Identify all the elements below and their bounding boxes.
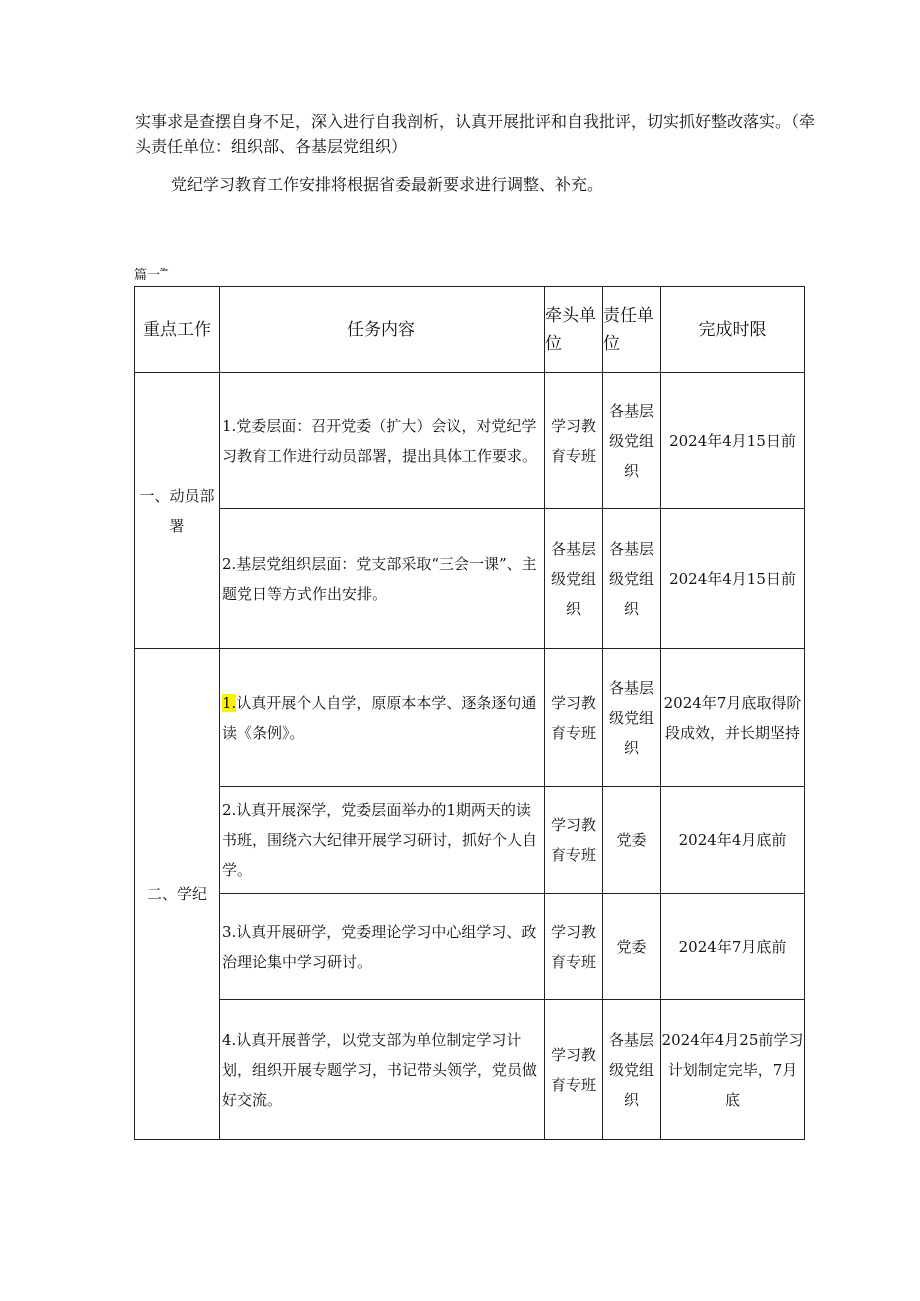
key-work-cell: 一、动员部署 bbox=[135, 373, 220, 649]
task-cell bbox=[220, 649, 545, 787]
table-header-row bbox=[135, 287, 805, 373]
work-schedule-table bbox=[134, 286, 805, 1140]
note-paragraph: 党纪学习教育工作安排将根据省委最新要求进行调整、补充。 bbox=[171, 175, 604, 194]
deadline-cell: 2024年4月25前学习计划制定完毕，7月底 bbox=[661, 1000, 805, 1140]
lead-unit-cell: 学习教育专班 bbox=[545, 1000, 603, 1140]
task-cell: 2.认真开展深学，党委层面举办的1期两天的读书班，围绕六大纪律开展学习研讨，抓好个人自学。 bbox=[220, 787, 545, 894]
header-resp-unit: 责任单位 bbox=[603, 287, 661, 373]
table-row bbox=[135, 373, 805, 509]
header-lead-unit: 牵头单位 bbox=[545, 287, 603, 373]
resp-unit-cell: 党委 bbox=[603, 894, 661, 1000]
lead-unit-cell: 学习教育专班 bbox=[545, 649, 603, 787]
table-row bbox=[135, 787, 805, 894]
lead-unit-cell: 学习教育专班 bbox=[545, 373, 603, 509]
intro-paragraph: 实事求是查摆自身不足，深入进行自我剖析，认真开展批评和自我批评，切实抓好整改落实。（牵头责任单位：组织部、各基层党组织） bbox=[135, 112, 816, 156]
task-cell: 1.党委层面：召开党委（扩大）会议，对党纪学习教育工作进行动员部署，提出具体工作要求。 bbox=[220, 373, 545, 509]
header-task: 任务内容 bbox=[220, 287, 545, 373]
resp-unit-cell: 各基层级党组织 bbox=[603, 1000, 661, 1140]
task-text: 认真开展个人自学，原原本本学、逐条逐句通读《条例》。 bbox=[222, 693, 537, 742]
task-cell: 4.认真开展普学，以党支部为单位制定学习计划，组织开展专题学习，书记带头领学，党员做好交流。 bbox=[220, 1000, 545, 1140]
deadline-cell: 2024年4月底前 bbox=[661, 787, 805, 894]
lead-unit-cell: 学习教育专班 bbox=[545, 894, 603, 1000]
table-row bbox=[135, 509, 805, 649]
header-deadline: 完成时限 bbox=[661, 287, 805, 373]
heading-mark: ᴬᴮᶜᶜ bbox=[160, 267, 168, 276]
heading-text: 篇一 bbox=[134, 268, 161, 283]
lead-unit-cell: 各基层级党组织 bbox=[545, 509, 603, 649]
table-row bbox=[135, 649, 805, 787]
key-work-cell: 二、学纪 bbox=[135, 649, 220, 1140]
task-cell: 2.基层党组织层面：党支部采取“三会一课”、主题党日等方式作出安排。 bbox=[220, 509, 545, 649]
resp-unit-cell: 各基层级党组织 bbox=[603, 649, 661, 787]
lead-unit-cell: 学习教育专班 bbox=[545, 787, 603, 894]
table-row bbox=[135, 1000, 805, 1140]
task-cell: 3.认真开展研学，党委理论学习中心组学习、政治理论集中学习研讨。 bbox=[220, 894, 545, 1000]
resp-unit-cell: 各基层级党组织 bbox=[603, 373, 661, 509]
header-key-work: 重点工作 bbox=[135, 287, 220, 373]
resp-unit-cell: 党委 bbox=[603, 787, 661, 894]
deadline-cell: 2024年4月15日前 bbox=[661, 509, 805, 649]
highlighted-number: 1. bbox=[222, 693, 237, 712]
deadline-cell: 2024年7月底取得阶段成效，并长期坚持 bbox=[661, 649, 805, 787]
resp-unit-cell: 各基层级党组织 bbox=[603, 509, 661, 649]
table-row bbox=[135, 894, 805, 1000]
deadline-cell: 2024年4月15日前 bbox=[661, 373, 805, 509]
section-heading bbox=[134, 264, 167, 283]
deadline-cell: 2024年7月底前 bbox=[661, 894, 805, 1000]
